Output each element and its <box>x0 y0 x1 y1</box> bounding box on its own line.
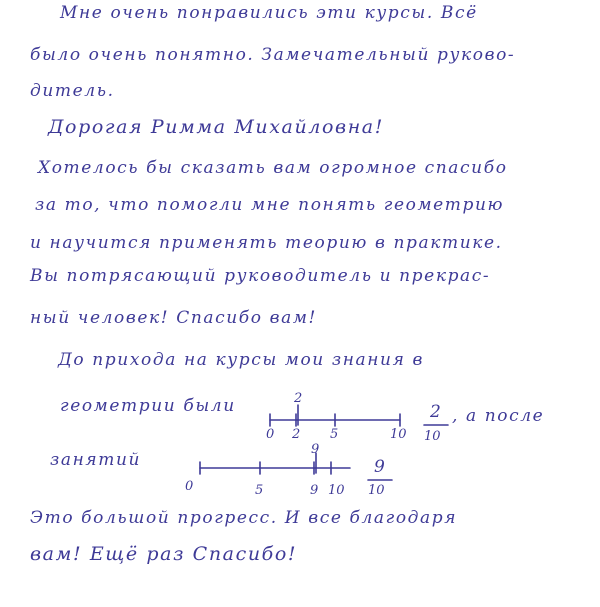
marker-label-before: 2 <box>294 391 303 406</box>
marker-label-after: 9 <box>311 442 320 457</box>
tick-label-before-2: 2 <box>292 427 301 442</box>
tick-label-before-5: 5 <box>330 427 339 442</box>
text-line-10: До прихода на курсы мои знания в <box>58 350 424 370</box>
text-line-7: и научится применять теорию в практике. <box>30 233 503 253</box>
tick-label-after-0: 0 <box>185 479 194 494</box>
fraction-before-denominator: 10 <box>424 429 441 444</box>
tick-label-before-10: 10 <box>390 427 407 442</box>
text-line-1: Мне очень понравились эти курсы. Всё <box>60 3 478 23</box>
tick-label-after-9: 9 <box>310 483 319 498</box>
number-line-after <box>195 453 355 483</box>
text-line-13: Это большой прогресс. И все благодаря <box>30 508 458 528</box>
tick-label-before-0: 0 <box>266 427 275 442</box>
tick-label-after-5: 5 <box>255 483 264 498</box>
fraction-before-bar <box>422 423 452 427</box>
fraction-before-numerator: 2 <box>430 402 443 422</box>
text-line-14: вам! Ещё раз Спасибо! <box>30 543 298 565</box>
text-line-6: за то, что помогли мне понять геометрию <box>35 195 505 215</box>
tick-label-after-10: 10 <box>328 483 345 498</box>
text-line-8: Вы потрясающий руководитель и прекрас- <box>30 266 491 286</box>
text-line-3: дитель. <box>30 81 115 101</box>
text-line-11-tail: , а после <box>452 406 545 426</box>
text-line-2: было очень понятно. Замечательный руково- <box>30 45 516 65</box>
fraction-after-bar <box>366 478 396 482</box>
text-line-5: Хотелось бы сказать вам огромное спасибо <box>38 158 508 178</box>
fraction-after-numerator: 9 <box>374 457 387 477</box>
greeting-line: Дорогая Римма Михайловна! <box>48 116 384 138</box>
fraction-after-denominator: 10 <box>368 483 385 498</box>
text-line-9: ный человек! Спасибо вам! <box>30 308 317 328</box>
text-line-12: занятий <box>50 450 142 470</box>
text-line-11: геометрии были <box>60 396 236 416</box>
